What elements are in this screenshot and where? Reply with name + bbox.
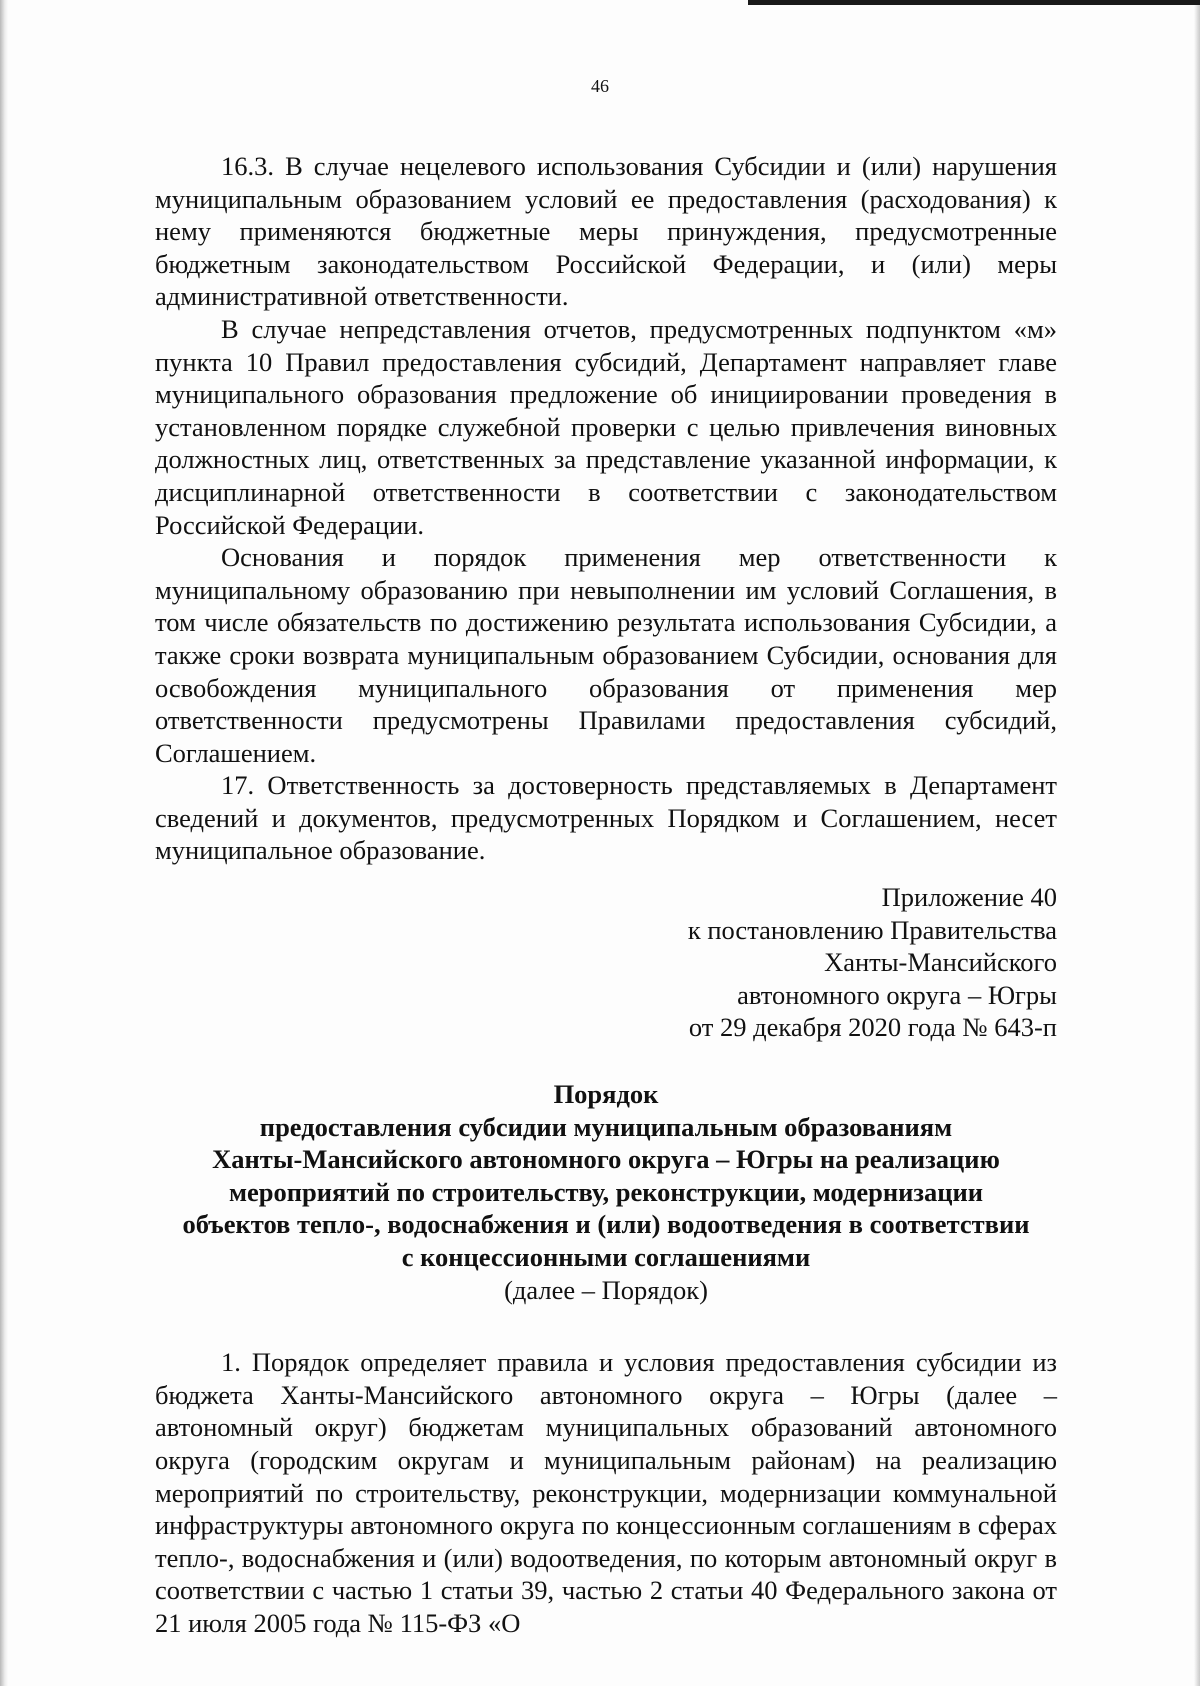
paragraph-16-3: 16.3. В случае нецелевого использования Субсидии и (или) нарушения муниципальным образованием условий ее предоставления (расходования) к нему применяются бюджетные меры принуждения, предусмотренные бюджетным законодательством Российской Федерации, и (или) меры административной ответственности. [155, 151, 1057, 312]
title-line: с концессионными соглашениями [401, 1242, 811, 1272]
scan-top-line [748, 0, 1200, 5]
scan-edge-right [1194, 0, 1200, 1686]
spacer [155, 1306, 1057, 1346]
appendix-block [155, 881, 1057, 1044]
document-title [155, 1078, 1057, 1306]
title-line: мероприятий по строительству, реконструкции, модернизации [228, 1176, 984, 1207]
appendix-line: Ханты-Мансийского [824, 947, 1057, 978]
title-line: объектов тепло-, водоснабжения и (или) водоотведения в соответствии [182, 1209, 1030, 1240]
appendix-line: Приложение 40 [881, 882, 1057, 913]
appendix-line: от 29 декабря 2020 года № 643-п [688, 1012, 1057, 1043]
page-number: 46 [591, 76, 609, 96]
document-body [155, 150, 1057, 1640]
paragraph-reports: В случае непредставления отчетов, предусмотренных подпунктом «м» пункта 10 Правил предоставления субсидий, Департамент направляет главе муниципального образования предложение об инициировании проведения в установленном порядке служебной проверки с целью привлечения виновных должностных лиц, ответственных за представление указанной информации, к дисциплинарной ответственности в соответствии с законодательством Российской Федерации. [155, 313, 1057, 540]
paragraph-1: 1. Порядок определяет правила и условия предоставления субсидии из бюджета Ханты-Мансийского автономного округа – Югры (далее – автономный округ) бюджетам муниципальных образований автономного округа (городским округам и муниципальным районам) на реализацию мероприятий по строительству, реконструкции, модернизации коммунальной инфраструктуры автономного округа по концессионным соглашениям в сферах тепло-, водоснабжения и (или) водоотведения, по которым автономный округ в соответствии с частью 1 статьи 39, частью 2 статьи 40 Федерального закона от 21 июля 2005 года № 115-ФЗ «О [155, 1347, 1057, 1638]
title-line: Ханты-Мансийского автономного округа – Югры на реализацию [212, 1144, 1000, 1175]
appendix-line: автономного округа – Югры [737, 979, 1057, 1010]
paragraph-17: 17. Ответственность за достоверность представляемых в Департамент сведений и документов, предусмотренных Порядком и Соглашением, несет муниципальное образование. [155, 770, 1057, 866]
title-heading: Порядок [553, 1079, 659, 1110]
title-subtitle: (далее – Порядок) [504, 1274, 708, 1305]
scan-edge-left [0, 0, 8, 1686]
appendix-line: к постановлению Правительства [687, 914, 1057, 945]
paragraph-grounds: Основания и порядок применения мер ответственности к муниципальному образованию при невыполнении им условий Соглашения, в том числе обязательств по достижению результата использования Субсидии, а также сроки возврата муниципальным образованием Субсидии, основания для освобождения муниципального образования от применения мер ответственности предусмотрены Правилами предоставления субсидий, Соглашением. [155, 542, 1057, 768]
title-line: предоставления субсидии муниципальным образованиям [259, 1111, 953, 1142]
